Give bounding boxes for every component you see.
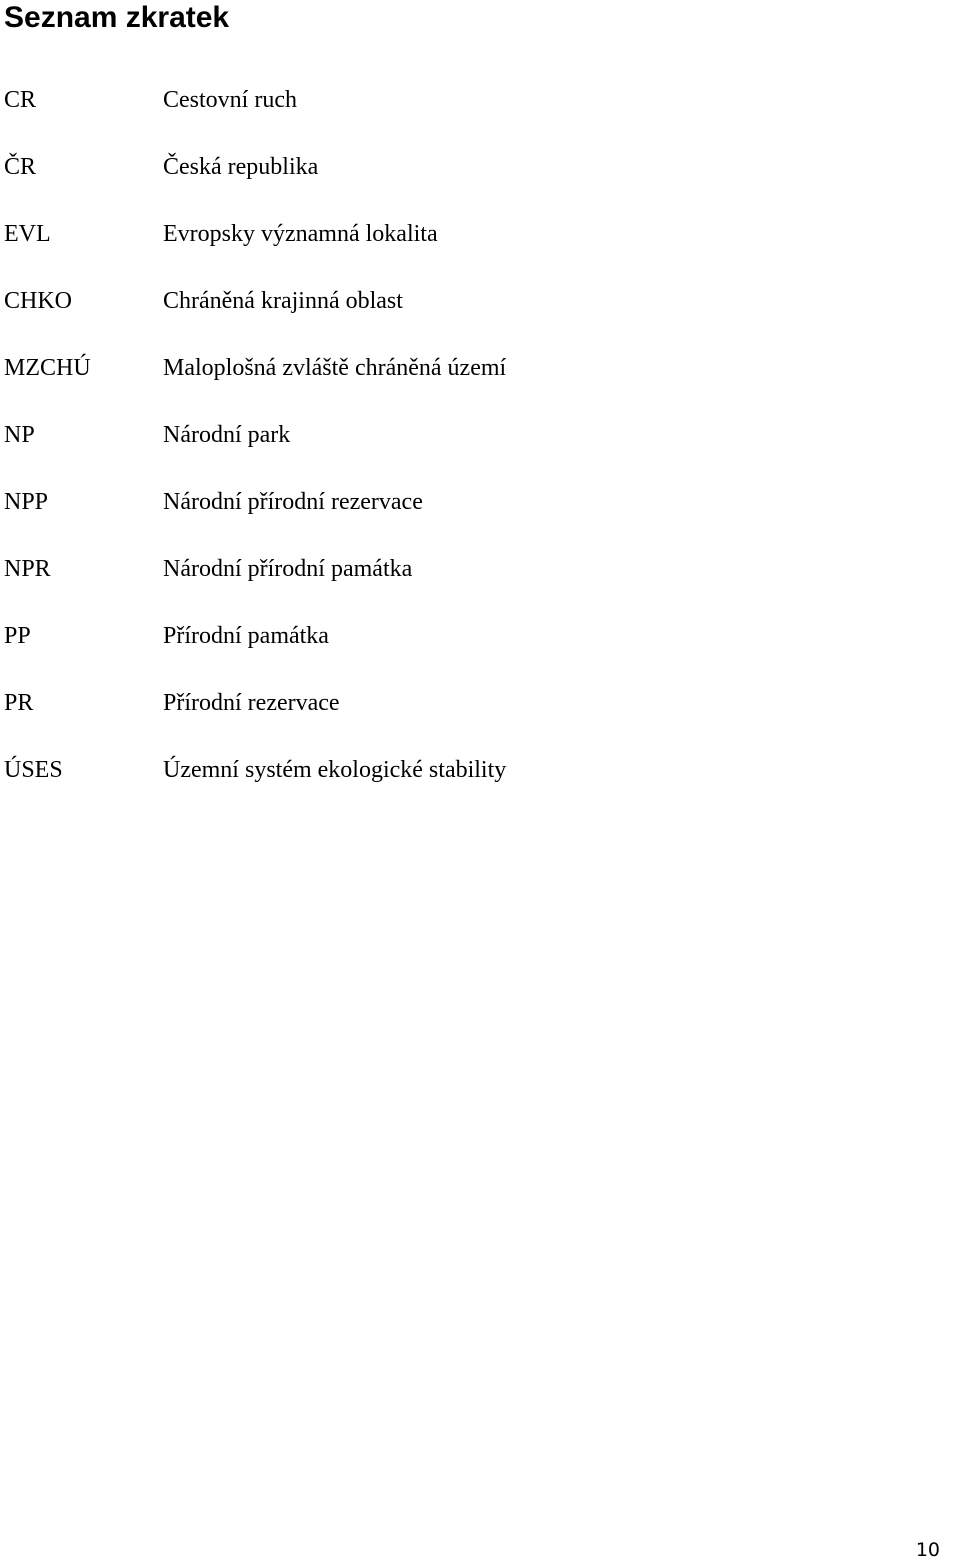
abbreviation-meaning: Územní systém ekologické stability	[163, 757, 507, 783]
abbreviation-meaning: Maloplošná zvláště chráněná území	[163, 355, 507, 381]
abbreviation-meaning: Přírodní památka	[163, 623, 329, 649]
abbreviation-code: CHKO	[4, 288, 73, 314]
abbreviation-row-evl	[0, 215, 960, 282]
page-number: 10	[915, 1539, 940, 1561]
abbreviation-meaning: Česká republika	[163, 154, 319, 180]
abbreviation-meaning: Národní přírodní rezervace	[163, 489, 423, 515]
abbreviation-meaning: Cestovní ruch	[163, 87, 297, 113]
abbreviation-row-pr	[0, 684, 960, 751]
abbreviation-row-npp	[0, 483, 960, 550]
abbreviation-meaning: Národní park	[163, 422, 291, 448]
abbreviation-code: ÚSES	[4, 757, 63, 783]
abbreviation-code: PR	[4, 690, 34, 716]
abbreviation-code: PP	[4, 623, 31, 649]
abbreviation-code: CR	[4, 87, 37, 113]
abbreviation-row-cr	[0, 81, 960, 148]
abbreviation-meaning: Chráněná krajinná oblast	[163, 288, 403, 314]
abbreviation-meaning: Evropsky významná lokalita	[163, 221, 438, 247]
abbreviation-code: NP	[4, 422, 35, 448]
abbreviation-row-pp	[0, 617, 960, 684]
abbreviation-code: EVL	[4, 221, 51, 247]
abbreviation-row-cr-republic	[0, 148, 960, 215]
abbreviation-row-mzchu	[0, 349, 960, 416]
abbreviation-code: ČR	[4, 154, 37, 180]
abbreviation-code: NPR	[4, 556, 51, 582]
abbreviation-row-npr	[0, 550, 960, 617]
abbreviation-row-uses	[0, 751, 960, 818]
abbreviation-list	[0, 81, 960, 818]
abbreviation-meaning: Přírodní rezervace	[163, 690, 340, 716]
abbreviation-row-np	[0, 416, 960, 483]
abbreviation-code: NPP	[4, 489, 49, 515]
abbreviation-code: MZCHÚ	[4, 355, 91, 381]
abbreviation-row-chko	[0, 282, 960, 349]
abbreviation-meaning: Národní přírodní památka	[163, 556, 413, 582]
page-title: Seznam zkratek	[4, 1, 230, 34]
